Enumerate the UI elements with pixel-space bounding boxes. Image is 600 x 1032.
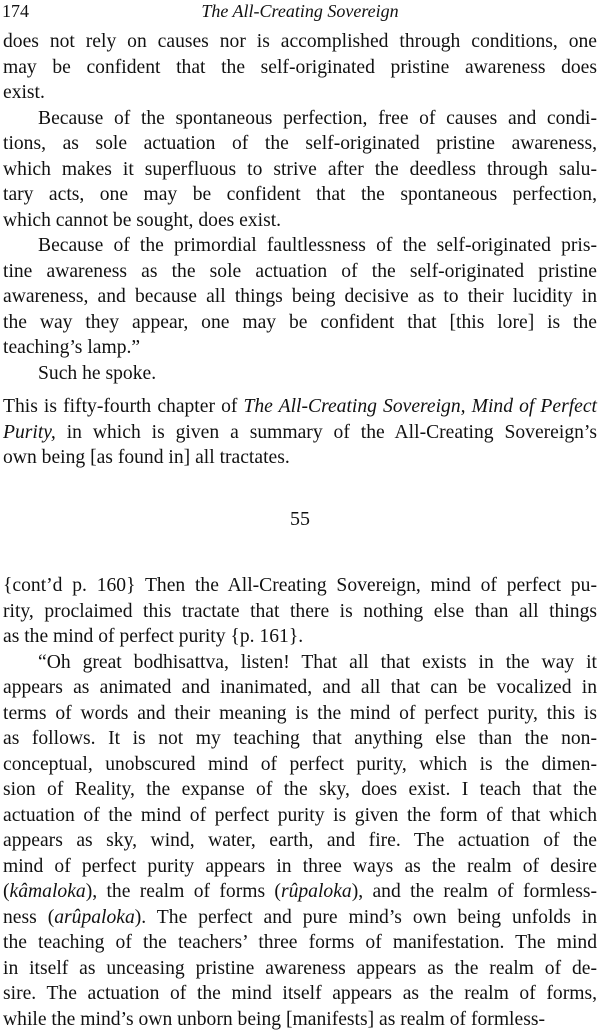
text-segment: Because of the primordial faultlessness of the self-originated pris-: [38, 235, 597, 256]
text-line: [38, 651, 597, 675]
text-segment: awareness, and because all things being decisive as to their lucidity in: [3, 286, 597, 307]
text-line: [3, 906, 597, 930]
text-segment: as the mind of perfect purity {p. 161}.: [3, 626, 304, 647]
text-segment: ). The perfect and pure mind’s own being unfolds in: [134, 906, 598, 928]
text-segment: ), and the realm of formless-: [351, 881, 597, 902]
text-line: [3, 30, 597, 54]
text-line: [3, 1008, 597, 1032]
text-segment: while the mind’s own unborn being [manifests] as realm of formless-: [3, 1008, 545, 1030]
text-line: [3, 158, 597, 182]
text-line: [3, 880, 597, 904]
text-line: [3, 982, 597, 1006]
text-segment: conceptual, unobscured mind of perfect purity, which is the dimen-: [3, 753, 597, 775]
text-segment: (: [3, 881, 10, 902]
text-segment: own being [as found in] all tractates.: [3, 447, 290, 468]
text-line: [3, 421, 597, 445]
text-segment: exist.: [3, 82, 45, 103]
text-segment: the teaching of the teachers’ three forms of manifestation. The mind: [3, 932, 597, 953]
text-line: [3, 778, 597, 802]
text-line: [3, 855, 597, 879]
text-segment: as follows. It is not my teaching that anything else than the non-: [3, 728, 597, 749]
text-segment: Because of the spontaneous perfection, free of causes and condi-: [38, 107, 597, 129]
italic-text: The All-Creating Sovereign, Mind of Perfect: [243, 396, 597, 417]
text-line: [3, 311, 597, 335]
text-line: [3, 446, 597, 470]
text-line: [3, 829, 597, 853]
text-line: [3, 574, 597, 598]
page-number: 174: [2, 1, 29, 21]
text-segment: the way they appear, one may be confident that [this lore] is the: [3, 311, 597, 333]
text-segment: which makes it superfluous to strive after the deedless through salu-: [3, 158, 597, 180]
text-line: [3, 395, 597, 419]
text-segment: Such he spoke.: [38, 362, 157, 384]
text-segment: which cannot be sought, does exist.: [3, 209, 282, 231]
text-line: [3, 727, 597, 751]
text-segment: actuation of the mind of perfect purity is given the form of that which: [3, 804, 597, 826]
text-segment: appears as sky, wind, water, earth, and fire. The actuation of the: [3, 830, 597, 851]
text-segment: {cont’d p. 160} Then the All-Creating Sovereign, mind of perfect pu-: [3, 575, 597, 596]
text-segment: tine awareness as the sole actuation of the self-originated pristine: [3, 260, 597, 282]
italic-text: rûpaloka: [280, 881, 352, 902]
text-segment: in itself as unceasing pristine awareness appears as the realm of de-: [3, 957, 597, 979]
text-segment: does not rely on causes nor is accomplished through conditions, one: [3, 31, 597, 52]
text-segment: mind of perfect purity appears in three ways as the realm of desire: [3, 855, 597, 877]
text-segment: may be confident that the self-originated pristine awareness does: [3, 56, 597, 78]
text-segment: sion of Reality, the expanse of the sky, does exist. I teach that the: [3, 779, 597, 800]
text-line: [3, 132, 597, 156]
text-line: [3, 260, 597, 284]
text-line: [3, 625, 597, 649]
text-line: [3, 56, 597, 80]
text-line: [3, 81, 597, 105]
text-line: [3, 676, 597, 700]
text-segment: sire. The actuation of the mind itself appears as the realm of forms,: [3, 983, 597, 1004]
text-line: [3, 600, 597, 624]
text-segment: “Oh great bodhisattva, listen! That all that exists in the way it: [38, 651, 597, 673]
text-line: [3, 931, 597, 955]
text-line: [3, 804, 597, 828]
text-line: [3, 702, 597, 726]
text-line: [3, 753, 597, 777]
text-line: [3, 183, 597, 207]
italic-text: Purity,: [3, 421, 56, 443]
text-line: [3, 336, 597, 360]
text-segment: tions, as sole actuation of the self-originated pristine awareness,: [3, 133, 597, 154]
text-line: [3, 285, 597, 309]
text-line: [3, 209, 597, 233]
text-segment: terms of words and their meaning is the mind of perfect purity, this is: [3, 702, 597, 724]
text-line: [3, 957, 597, 981]
text-segment: tary acts, one may be confident that the spontaneous perfection,: [3, 184, 597, 205]
italic-text: arûpaloka: [54, 906, 135, 928]
text-segment: appears as animated and inanimated, and all that can be vocalized in: [3, 677, 597, 698]
running-title: The All-Creating Sovereign: [201, 1, 399, 21]
text-line: [38, 362, 597, 386]
italic-text: kâmaloka: [9, 881, 86, 902]
text-line: [38, 234, 597, 258]
text-segment: teaching’s lamp.”: [3, 337, 141, 358]
text-segment: This is fifty-fourth chapter of: [3, 396, 244, 417]
text-segment: rity, proclaimed this tractate that there is nothing else than all things: [3, 600, 597, 622]
text-segment: ness (: [3, 906, 55, 928]
chapter-number: 55: [290, 508, 310, 530]
text-segment: ), the realm of forms (: [85, 881, 281, 902]
text-line: [38, 107, 597, 131]
text-segment: in which is given a summary of the All-Creating Sovereign’s: [55, 421, 597, 443]
